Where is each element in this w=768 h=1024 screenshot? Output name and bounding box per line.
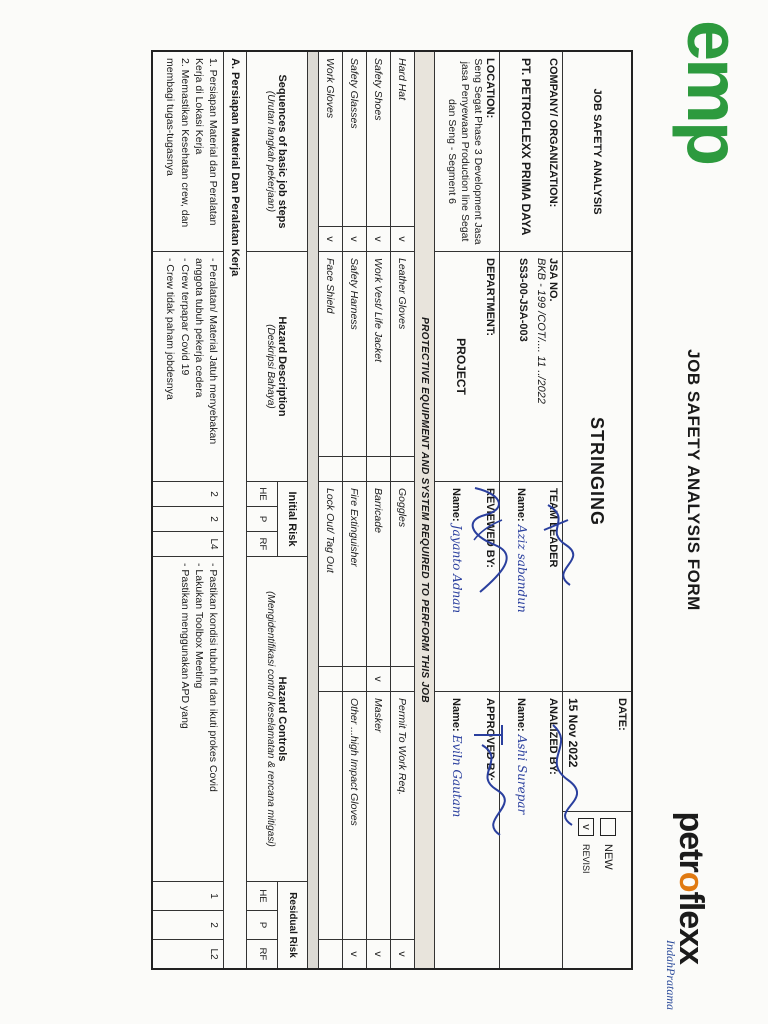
hazard-column-title: Hazard Description: [276, 316, 289, 417]
residual-he: HE: [248, 882, 278, 911]
company-label: COMPANY/ ORGANIZATION:: [547, 58, 559, 208]
initial-p: P: [248, 507, 278, 532]
ppe-item: Leather Gloves: [391, 252, 414, 457]
hazard-item: - Crew terpapar Covid 19: [178, 258, 191, 376]
controls-column-subtitle: (Mengidentifikasi control keselamatan & rencana mitigasi): [265, 591, 277, 847]
ppe-check: v: [372, 951, 385, 957]
ppe-item: Face Shield: [319, 252, 342, 457]
ppe-item: Safety Glasses: [343, 52, 366, 227]
ppe-check: v: [343, 227, 366, 252]
hazard-item: - Peralatan/ Material Jatuh menyebakan anggota tubuh pekerja cedera: [192, 258, 219, 445]
jsa-number-cell: [500, 252, 562, 482]
company-value: PT. PETROFLEXX PRIMA DAYA: [519, 58, 533, 236]
reviewed-name-row: [450, 488, 464, 685]
initial-risk-subcolumns: [248, 482, 278, 556]
initial-risk-title: Initial Risk: [278, 482, 307, 556]
new-label: NEW: [602, 844, 615, 870]
ppe-item: Masker: [367, 692, 390, 940]
ppe-check: v: [348, 951, 361, 957]
petroflexx-logo-part: flexx: [672, 891, 710, 964]
ppe-check: v: [367, 227, 390, 252]
reviewed-name-label: Name:: [450, 488, 462, 522]
analyzed-cell: [500, 692, 562, 968]
jsa-number-value: BKB - 199 /COT/.... 11 ../2022: [535, 258, 547, 404]
ppe-item: Barricade: [367, 482, 390, 667]
ppe-item-other: Other ...high Impact Gloves: [343, 692, 366, 940]
date-cell: [563, 692, 631, 812]
initial-he-value: 2: [153, 482, 223, 507]
ppe-row: [318, 52, 342, 968]
form-title: JOB SAFETY ANALYSIS FORM: [684, 349, 703, 611]
initial-rf: RF: [257, 537, 268, 551]
activity-title: STRINGING: [563, 252, 631, 692]
team-leader-cell: [500, 482, 562, 692]
reviewed-label: REVIEWED BY:: [484, 488, 496, 568]
residual-risk-header: [247, 882, 307, 968]
steps-column-header: [247, 52, 307, 252]
ppe-check: [319, 667, 342, 692]
hazard-column-header: [247, 252, 307, 482]
ppe-row: [390, 52, 414, 968]
approved-name-row: [450, 698, 464, 962]
control-item: - Pastikan kondisi tubuh fit dan ikuti prokes Covid: [207, 563, 219, 792]
steps-column-subtitle: (Urutan langkah pekerjaan): [265, 90, 277, 213]
initial-p-value: 2: [153, 507, 223, 532]
initial-risk-header: [247, 482, 307, 557]
hazard-item: - Crew tidak paham jobdesnya: [164, 258, 177, 400]
revisi-option: [578, 818, 594, 874]
ppe-item: Fire Extinguisher: [343, 482, 366, 667]
new-checkbox[interactable]: [600, 818, 616, 836]
date-label: DATE:: [616, 698, 628, 731]
ppe-check: [391, 667, 414, 692]
ppe-check: [367, 457, 390, 482]
controls-column-title: Hazard Controls: [276, 676, 289, 762]
company-row: [499, 52, 562, 968]
residual-p-value: 2: [153, 911, 223, 940]
ppe-check: v: [319, 227, 342, 252]
company-cell: [500, 52, 562, 252]
analyzed-name: Ashi Surepar: [515, 734, 529, 815]
analyzed-name-label: Name:: [515, 698, 527, 732]
team-leader-label: TEAM LEADER: [547, 488, 559, 568]
ppe-check: v: [396, 951, 409, 957]
department-cell: [435, 252, 499, 482]
date-value: 15 Nov 2022: [566, 698, 580, 768]
ppe-item: Safety Shoes: [367, 52, 390, 227]
steps-list: [153, 52, 223, 252]
jsa-label: JOB SAFETY ANALYSIS: [563, 52, 631, 252]
ppe-heading: PROTECTIVE EQUIPMENT AND SYSTEM REQUIRED TO PERFORM THIS JOB: [415, 52, 434, 968]
ppe-item: Safety Harness: [343, 252, 366, 457]
residual-rf-value: L2: [208, 948, 219, 960]
ppe-check: [343, 457, 366, 482]
ppe-check: [343, 667, 366, 692]
section-a-row: [223, 52, 246, 968]
step-item: 2. Memastikan Kesehatan crew, dan membagi tugas-tugasnya: [164, 58, 191, 228]
petroflexx-logo-accent: o: [672, 871, 710, 892]
ppe-row: [342, 52, 366, 968]
petroflexx-logo-part: petr: [672, 811, 710, 872]
location-cell: [435, 52, 499, 252]
header-row: [562, 52, 631, 968]
initial-he: HE: [248, 482, 278, 507]
initial-risk-values: [153, 482, 223, 557]
new-option: [600, 818, 616, 870]
step-item: 1. Persiapan Material dan Peralatan Kerja di Lokasi Kerja: [192, 58, 219, 226]
control-item: - Pastikan menggunakan APD yang: [178, 563, 191, 729]
jsa-number-label: JSA NO.: [547, 258, 559, 302]
ppe-check: [391, 457, 414, 482]
ppe-item: Goggles: [391, 482, 414, 667]
residual-risk-title: Residual Risk: [278, 882, 307, 968]
control-item: - Lakukan Toolbox Meeting: [192, 563, 205, 689]
approved-name-label: Name:: [450, 698, 462, 732]
spacer-row: [307, 52, 318, 968]
analyzed-label: ANALIZED BY:: [547, 698, 559, 775]
steps-column-title: Sequences of basic job steps: [276, 74, 289, 229]
section-a-title: A. Persiapan Material Dan Peralatan Kerja: [229, 58, 241, 277]
jsa-table: [151, 50, 633, 970]
controls-list: [153, 557, 223, 882]
ppe-check: [319, 940, 342, 968]
ppe-item: Lock Out/ Tag Out: [319, 482, 342, 667]
steps-body-row: [153, 52, 223, 968]
ppe-item: [319, 692, 342, 940]
location-label: LOCATION:: [484, 58, 496, 119]
team-leader-name-label: Name:: [515, 488, 527, 522]
department-label: DEPARTMENT:: [484, 258, 496, 337]
residual-rf: RF: [257, 947, 268, 961]
jsa-code: SS3-00-JSA-003: [517, 258, 529, 342]
residual-risk-subcolumns: [248, 882, 278, 968]
reviewed-cell: [435, 482, 499, 692]
ppe-item: Work Vest/ Life Jacket: [367, 252, 390, 457]
residual-he-value: 1: [153, 882, 223, 911]
hazard-list: [153, 252, 223, 482]
residual-risk-values: [153, 882, 223, 968]
controls-column-header: [247, 557, 307, 882]
location-row: [434, 52, 499, 968]
indah-pratama-logo: IndahPratama: [664, 940, 678, 1010]
approved-label: APPROVED BY:: [484, 698, 496, 781]
initial-rf-value: L4: [208, 538, 219, 550]
team-leader-name-row: [515, 488, 529, 685]
ppe-check: v: [391, 227, 414, 252]
analyzed-name-row: [515, 698, 529, 962]
steps-header-row: [246, 52, 307, 968]
team-leader-name: Aziz sabandun: [515, 524, 529, 613]
ppe-item: Hard Hat: [391, 52, 414, 227]
ppe-item: Permit To Work Req.: [391, 692, 414, 940]
location-value: Seng Segat Phase 3 Development Jasa jasa Penyewaan Production line Segat dan Seng - Segment 6: [445, 58, 484, 245]
reviewed-name: Jayanto Adnan: [450, 524, 464, 614]
spacer: [308, 52, 318, 968]
approved-name: Eviln Gautam: [450, 734, 464, 818]
ppe-heading-row: [414, 52, 434, 968]
revisi-label: REVISI: [581, 844, 592, 874]
revision-cell: [563, 812, 631, 968]
ppe-row: [366, 52, 390, 968]
petroflexx-logo: [674, 811, 708, 964]
hazard-column-subtitle: (Deskripsi Bahaya): [265, 324, 277, 409]
ppe-check: [319, 457, 342, 482]
ppe-check: v: [367, 667, 390, 692]
approved-cell: [435, 692, 499, 968]
ppe-item: Work Gloves: [319, 52, 342, 227]
emp-logo: emp: [672, 20, 755, 164]
department-value: PROJECT: [454, 338, 468, 395]
revisi-checkbox[interactable]: v: [578, 818, 594, 836]
residual-p: P: [248, 911, 278, 940]
